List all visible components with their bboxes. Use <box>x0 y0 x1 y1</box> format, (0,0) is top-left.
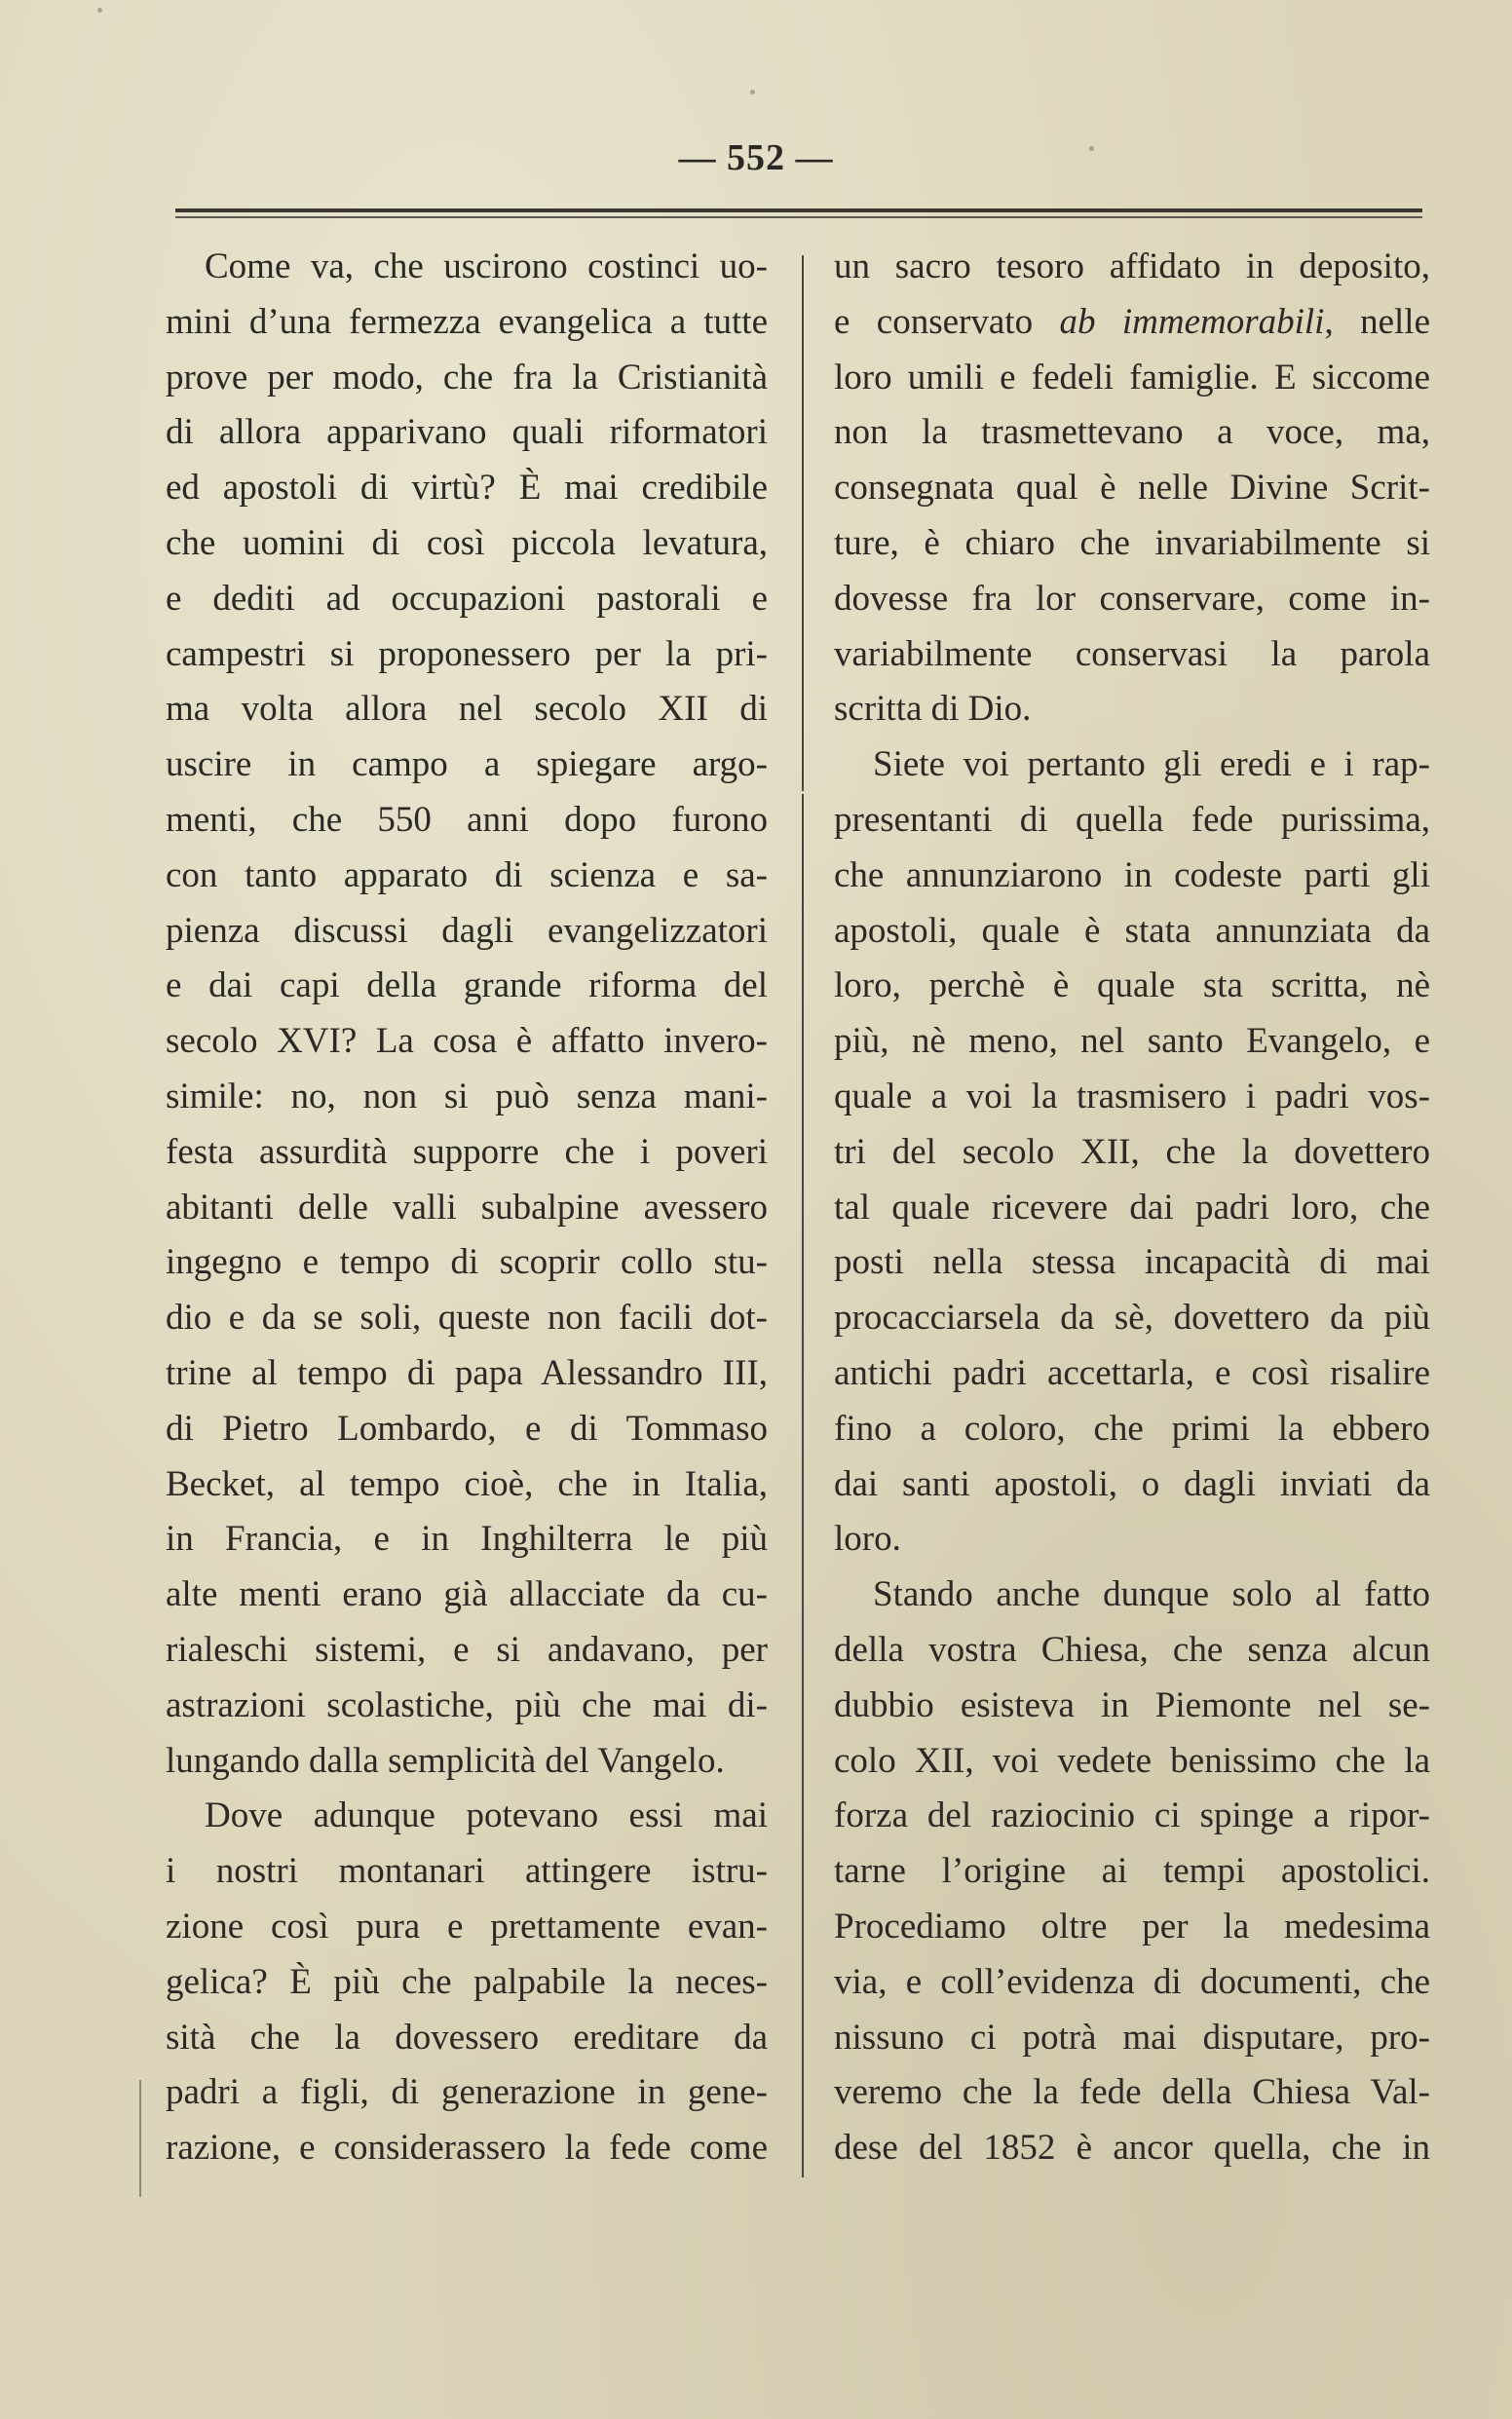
text-line: tarne l’origine ai tempi apostolici. <box>834 1851 1430 1892</box>
right-column <box>834 240 1430 2176</box>
text-line: che uomini di così piccola levatura, <box>166 522 768 563</box>
text-line: ma volta allora nel secolo XII di <box>166 689 768 730</box>
text-line: pienza discussi dagli evangelizzatori <box>166 910 768 951</box>
text-line: loro. <box>834 1519 901 1560</box>
text-line: non la trasmettevano a voce, ma, <box>834 412 1430 453</box>
text-line: prove per modo, che fra la Cristianità <box>166 357 768 397</box>
text-line: i nostri montanari attingere istru- <box>166 1851 768 1892</box>
paper-speck <box>750 90 755 94</box>
text-line: Come va, che uscirono costinci uo- <box>205 246 768 286</box>
text-line: posti nella stessa incapacità di mai <box>834 1242 1430 1283</box>
text-line: che annunziarono in codeste parti gli <box>834 854 1430 895</box>
text-line: antichi padri accettarla, e così risalire <box>834 1352 1430 1393</box>
text-line: e dediti ad occupazioni pastorali e <box>166 578 768 619</box>
text-line: dese del 1852 è ancor quella, che in <box>834 2128 1430 2169</box>
italic-phrase: ab immemorabili <box>1059 301 1325 342</box>
text-line: Dove adunque potevano essi mai <box>205 1795 768 1836</box>
margin-mark <box>139 2080 141 2197</box>
text-line: tri del secolo XII, che la dovettero <box>834 1131 1430 1172</box>
text-line: veremo che la fede della Chiesa Val- <box>834 2072 1430 2113</box>
text-line: Becket, al tempo cioè, che in Italia, <box>166 1463 768 1504</box>
text-line: zione così pura e prettamente evan- <box>166 1906 768 1947</box>
text-line: nissuno ci potrà mai disputare, pro- <box>834 2017 1430 2058</box>
text-line: fino a coloro, che primi la ebbero <box>834 1408 1430 1449</box>
text-line: mini d’una fermezza evangelica a tutte <box>166 301 768 342</box>
text-line: via, e coll’evidenza di documenti, che <box>834 1961 1430 2002</box>
text-line: loro, perchè è quale sta scritta, nè <box>834 965 1430 1006</box>
text-line: con tanto apparato di scienza e sa- <box>166 854 768 895</box>
text-line: uscire in campo a spiegare argo- <box>166 744 768 785</box>
text-line: campestri si proponessero per la pri- <box>166 633 768 674</box>
text-line: trine al tempo di papa Alessandro III, <box>166 1352 768 1393</box>
text-line: rialeschi sistemi, e si andavano, per <box>166 1629 768 1670</box>
text-line: dovesse fra lor conservare, come in- <box>834 578 1430 619</box>
text-line: quale a voi la trasmisero i padri vos- <box>834 1076 1430 1116</box>
text-line: menti, che 550 anni dopo furono <box>166 799 768 840</box>
column-divider-bottom <box>802 794 804 2177</box>
paper-speck <box>1089 146 1094 151</box>
text-line: Siete voi pertanto gli eredi e i rap- <box>873 744 1430 785</box>
paper-speck <box>97 8 102 13</box>
text-line: alte menti erano già allacciate da cu- <box>166 1574 768 1615</box>
text-line: tal quale ricevere dai padri loro, che <box>834 1187 1430 1228</box>
text-line: simile: no, non si può senza mani- <box>166 1076 768 1116</box>
text-line: sità che la dovessero ereditare da <box>166 2017 768 2058</box>
text-line: astrazioni scolastiche, più che mai di- <box>166 1684 768 1725</box>
header-rule <box>175 208 1422 212</box>
text-line: padri a figli, di generazione in gene- <box>166 2072 768 2113</box>
text-line: di allora apparivano quali riformatori <box>166 412 768 453</box>
text-line: ed apostoli di virtù? È mai credibile <box>166 468 768 509</box>
text-line: scritta di Dio. <box>834 689 1032 730</box>
text-line: colo XII, voi vedete benissimo che la <box>834 1740 1430 1781</box>
text-line: un sacro tesoro affidato in deposito, <box>834 246 1430 286</box>
text-line: dio e da se soli, queste non facili dot- <box>166 1298 768 1339</box>
text-line: procacciarsela da sè, dovettero da più <box>834 1298 1430 1339</box>
text-line: della vostra Chiesa, che senza alcun <box>834 1629 1430 1670</box>
text-line: Stando anche dunque solo al fatto <box>873 1574 1430 1615</box>
left-column <box>166 240 768 2176</box>
text-line: consegnata qual è nelle Divine Scrit- <box>834 468 1430 509</box>
text-line: presentanti di quella fede purissima, <box>834 799 1430 840</box>
text-line: lungando dalla semplicità del Vangelo. <box>166 1740 725 1781</box>
text-line: ingegno e tempo di scoprir collo stu- <box>166 1242 768 1283</box>
text-line: e conservato ab immemorabili, nelle <box>834 301 1430 342</box>
text-line: più, nè meno, nel santo Evangelo, e <box>834 1021 1430 1062</box>
text-line: apostoli, quale è stata annunziata da <box>834 910 1430 951</box>
text-line: variabilmente conservasi la parola <box>834 633 1430 674</box>
text-line: dubbio esisteva in Piemonte nel se- <box>834 1684 1430 1725</box>
text-line: loro umili e fedeli famiglie. E siccome <box>834 357 1430 397</box>
text-line: e dai capi della grande riforma del <box>166 965 768 1006</box>
text-line: razione, e considerassero la fede come <box>166 2128 768 2169</box>
text-line: di Pietro Lombardo, e di Tommaso <box>166 1408 768 1449</box>
text-line: abitanti delle valli subalpine avessero <box>166 1187 768 1228</box>
column-divider-top <box>802 255 804 791</box>
page-number: — 552 — <box>678 137 834 178</box>
text-line: gelica? È più che palpabile la neces- <box>166 1961 768 2002</box>
header-rule-thin <box>175 216 1422 218</box>
text-line: in Francia, e in Inghilterra le più <box>166 1519 768 1560</box>
text-line: ture, è chiaro che invariabilmente si <box>834 522 1430 563</box>
text-line: Procediamo oltre per la medesima <box>834 1906 1430 1947</box>
text-line: forza del raziocinio ci spinge a ripor- <box>834 1795 1430 1836</box>
text-line: secolo XVI? La cosa è affatto invero- <box>166 1021 768 1062</box>
text-line: festa assurdità supporre che i poveri <box>166 1131 768 1172</box>
text-line: dai santi apostoli, o dagli inviati da <box>834 1463 1430 1504</box>
